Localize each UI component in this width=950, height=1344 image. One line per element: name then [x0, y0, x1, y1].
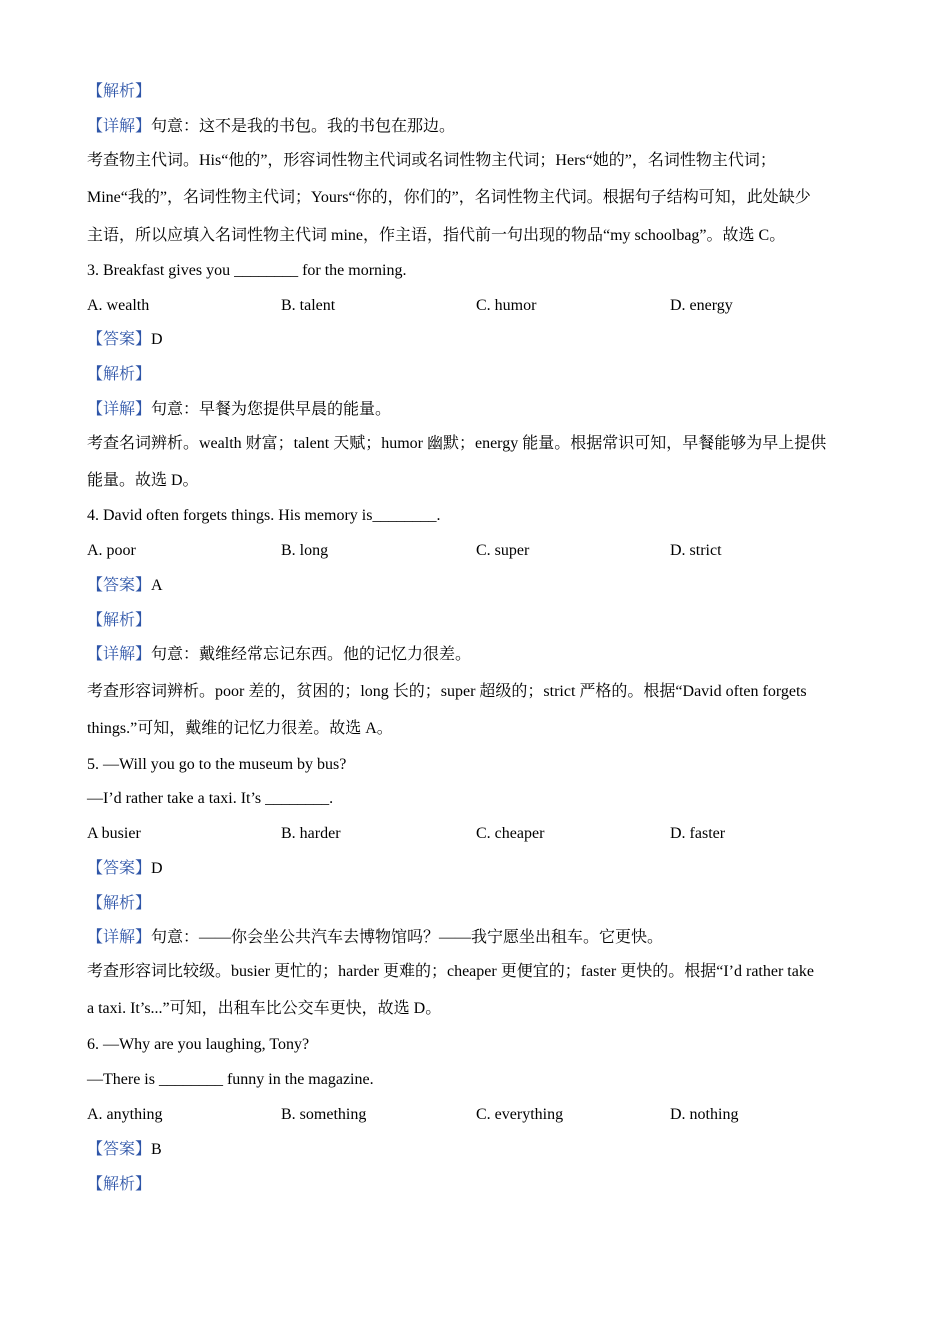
detail-label: 【详解】	[87, 401, 152, 418]
analysis-label: 【解析】	[87, 612, 152, 629]
answer-label: 【答案】	[87, 577, 152, 594]
answer-label: 【答案】	[87, 1141, 152, 1158]
option-b: B. talent	[281, 297, 336, 314]
option-a: A. poor	[87, 542, 136, 559]
explain-line: 考查物主代词。His“他的”，形容词性物主代词或名词性物主代词；Hers“她的”，名词性物主代词；	[87, 152, 776, 169]
detail-text: 句意：戴维经常忘记东西。他的记忆力很差。	[151, 646, 472, 663]
explain-line: 考查形容词辨析。poor 差的，贫困的；long 长的；super 超级的；strict 严格的。根据“David often forgets	[87, 683, 807, 700]
option-c: C. everything	[476, 1106, 564, 1123]
detail-label: 【详解】	[87, 929, 152, 946]
question-stem: —I’d rather take a taxi. It’s ________.	[87, 790, 334, 807]
explain-line: a taxi. It’s...”可知，出租车比公交车更快，故选 D。	[87, 1000, 442, 1017]
answer-value: D	[151, 331, 163, 348]
option-d: D. energy	[670, 297, 733, 314]
detail-label: 【详解】	[87, 118, 152, 135]
analysis-label: 【解析】	[87, 1176, 152, 1193]
question-stem: 6. —Why are you laughing, Tony?	[87, 1036, 310, 1053]
analysis-label: 【解析】	[87, 366, 152, 383]
detail-line	[87, 928, 663, 948]
option-a: A. wealth	[87, 297, 150, 314]
answer-value: D	[151, 860, 163, 877]
answer-line	[87, 330, 163, 350]
option-d: D. strict	[670, 542, 722, 559]
answer-line	[87, 1140, 162, 1160]
answer-line	[87, 576, 163, 596]
explain-line: 考查名词辨析。wealth 财富；talent 天赋；humor 幽默；energy 能量。根据常识可知，早餐能够为早上提供	[87, 435, 827, 452]
detail-line	[87, 117, 455, 137]
detail-line	[87, 645, 471, 665]
explain-line: Mine“我的”，名词性物主代词；Yours“你的，你们的”，名词性物主代词。根据句子结构可知，此处缺少	[87, 189, 811, 206]
answer-line	[87, 859, 163, 879]
option-b: B. long	[281, 542, 329, 559]
detail-text: 句意：这不是我的书包。我的书包在那边。	[151, 118, 456, 135]
analysis-label: 【解析】	[87, 895, 152, 912]
option-c: C. humor	[476, 297, 537, 314]
question-stem: —There is ________ funny in the magazine.	[87, 1071, 374, 1088]
detail-text: 句意：——你会坐公共汽车去博物馆吗？——我宁愿坐出租车。它更快。	[151, 929, 664, 946]
option-c: C. cheaper	[476, 825, 545, 842]
explain-line: 能量。故选 D。	[87, 472, 199, 489]
answer-value: B	[151, 1141, 162, 1158]
explain-line: 考查形容词比较级。busier 更忙的；harder 更难的；cheaper 更便宜的；faster 更快的。根据“I’d rather take	[87, 963, 814, 980]
detail-line	[87, 400, 391, 420]
option-a: A busier	[87, 825, 141, 842]
explain-line: 主语，所以应填入名词性物主代词 mine，作主语，指代前一句出现的物品“my schoolbag”。故选 C。	[87, 227, 786, 244]
analysis-label: 【解析】	[87, 83, 152, 100]
detail-text: 句意：早餐为您提供早晨的能量。	[151, 401, 392, 418]
option-b: B. something	[281, 1106, 367, 1123]
option-b: B. harder	[281, 825, 341, 842]
detail-label: 【详解】	[87, 646, 152, 663]
question-stem: 3. Breakfast gives you ________ for the morning.	[87, 262, 407, 279]
answer-label: 【答案】	[87, 860, 152, 877]
question-stem: 4. David often forgets things. His memory is________.	[87, 507, 441, 524]
explain-line: things.”可知，戴维的记忆力很差。故选 A。	[87, 720, 393, 737]
option-d: D. nothing	[670, 1106, 739, 1123]
question-stem: 5. —Will you go to the museum by bus?	[87, 756, 347, 773]
answer-value: A	[151, 577, 163, 594]
option-d: D. faster	[670, 825, 726, 842]
option-c: C. super	[476, 542, 530, 559]
option-a: A. anything	[87, 1106, 163, 1123]
answer-label: 【答案】	[87, 331, 152, 348]
